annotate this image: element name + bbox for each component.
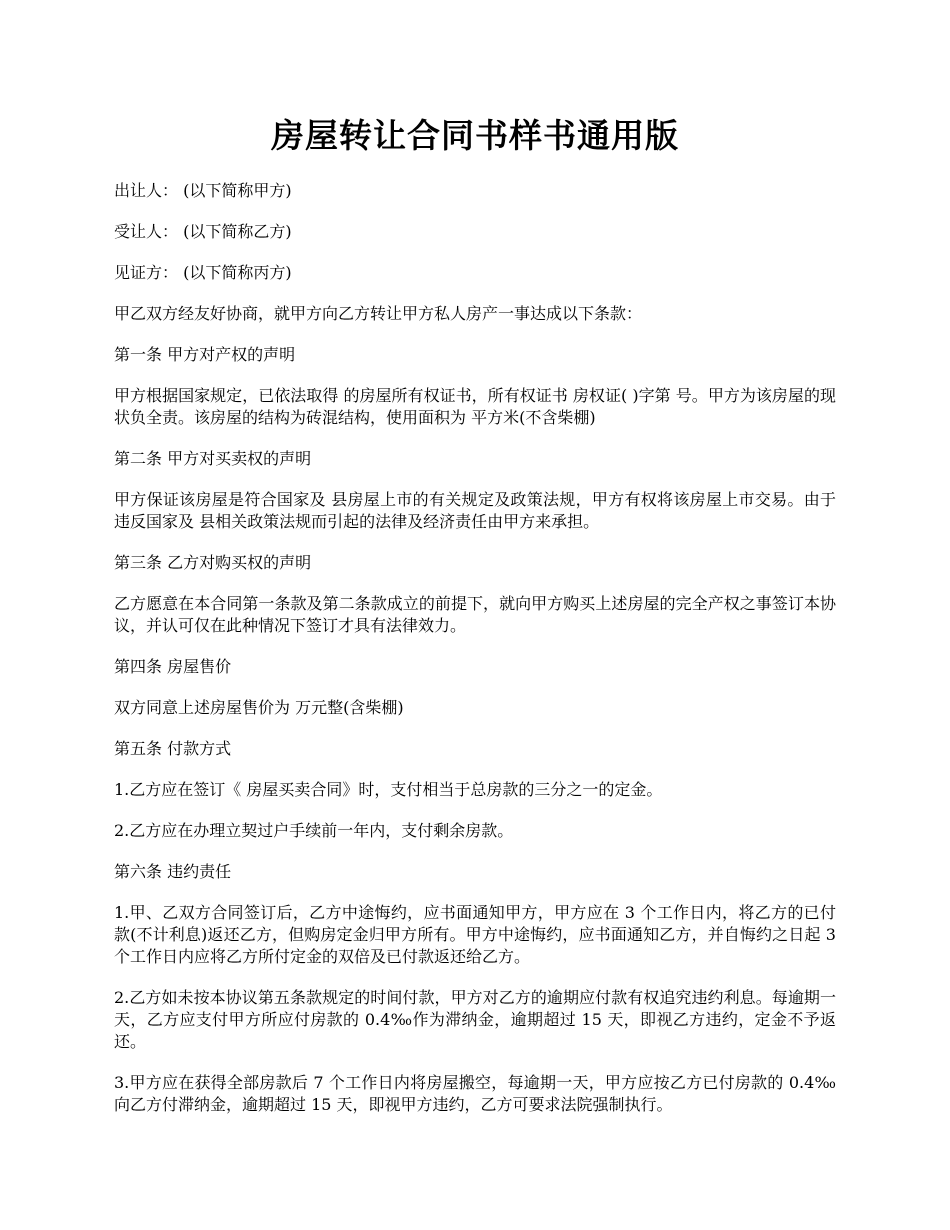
party-transferor: 出让人： (以下简称甲方) [114, 181, 292, 200]
article-2-heading: 第二条 甲方对买卖权的声明 [114, 449, 312, 468]
article-6-item-1: 1.甲、乙双方合同签订后，乙方中途悔约，应书面通知甲方，甲方应在 3 个工作日内，将乙方的已付款(不计利息)返还乙方，但购房定金归甲方所有。甲方中途悔约，应书面通知乙方，并自悔约之日起 3 个工作日内应将乙方所付定金的双倍及已付款返还给乙方。 [114, 903, 836, 966]
article-3-heading: 第三条 乙方对购买权的声明 [114, 553, 312, 572]
article-5-item-1: 1.乙方应在签订《 房屋买卖合同》时，支付相当于总房款的三分之一的定金。 [114, 780, 663, 799]
preamble: 甲乙双方经友好协商，就甲方向乙方转让甲方私人房产一事达成以下条款： [114, 304, 643, 323]
article-5-heading: 第五条 付款方式 [114, 739, 232, 758]
party-witness: 见证方： (以下简称丙方) [114, 263, 292, 282]
article-2-body: 甲方保证该房屋是符合国家及 县房屋上市的有关规定及政策法规，甲方有权将该房屋上市交易。由于违反国家及 县相关政策法规而引起的法律及经济责任由甲方来承担。 [114, 490, 836, 531]
article-4-heading: 第四条 房屋售价 [114, 657, 232, 676]
article-6-item-3: 3.甲方应在获得全部房款后 7 个工作日内将房屋搬空，每逾期一天，甲方应按乙方已付房款的 0.4‰向乙方付滞纳金，逾期超过 15 天，即视甲方违约，乙方可要求法院强制执行。 [114, 1073, 836, 1114]
article-6-item-2: 2.乙方如未按本协议第五条款规定的时间付款，甲方对乙方的逾期应付款有权追究违约利息。每逾期一天，乙方应支付甲方所应付房款的 0.4‰作为滞纳金，逾期超过 15 天，即视乙方违约，定金不予返还。 [114, 988, 836, 1051]
article-1-body: 甲方根据国家规定，已依法取得 的房屋所有权证书，所有权证书 房权证( )字第 号。甲方为该房屋的现状负全责。该房屋的结构为砖混结构，使用面积为 平方米(不含柴棚) [114, 386, 836, 427]
article-4-body: 双方同意上述房屋售价为 万元整(含柴棚) [114, 698, 404, 717]
document-title: 房屋转让合同书样书通用版 [271, 116, 679, 155]
party-transferee: 受让人： (以下简称乙方) [114, 222, 292, 241]
article-6-heading: 第六条 违约责任 [114, 862, 232, 881]
document-body [114, 180, 836, 1135]
article-3-body: 乙方愿意在本合同第一条款及第二条款成立的前提下，就向甲方购买上述房屋的完全产权之事签订本协议，并认可仅在此种情况下签订才具有法律效力。 [114, 594, 836, 635]
article-5-item-2: 2.乙方应在办理立契过户手续前一年内，支付剩余房款。 [114, 821, 514, 840]
article-1-heading: 第一条 甲方对产权的声明 [114, 345, 296, 364]
